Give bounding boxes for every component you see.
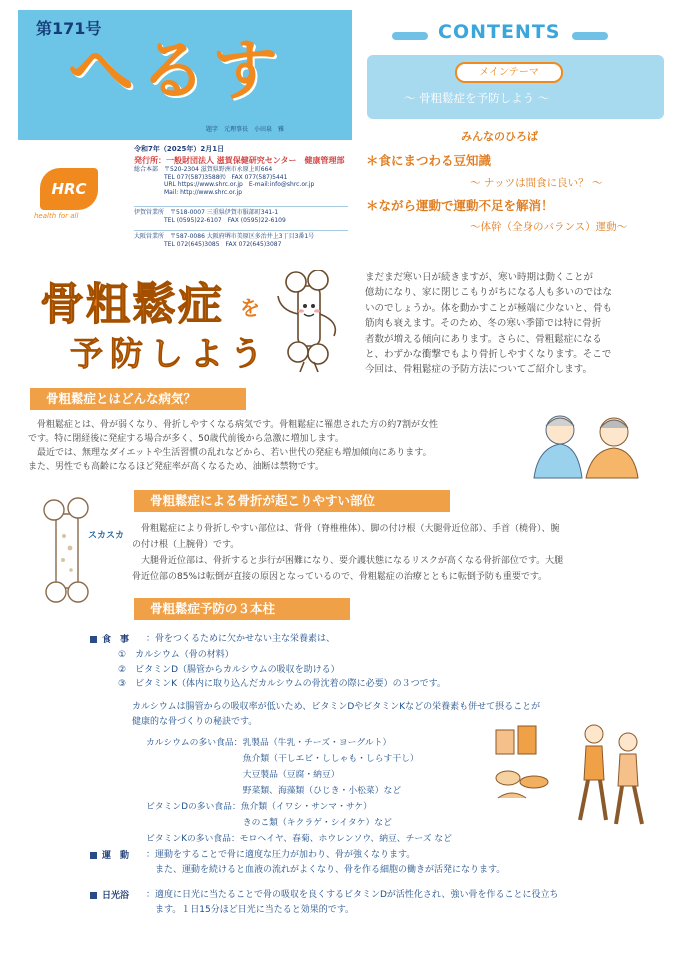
food-line: ビタミンKの多い食品：モロヘイヤ、春菊、ホウレンソウ、納豆、チーズ など xyxy=(146,834,452,844)
intro-line: 億劫になり、家に閉じこもりがちになる人も多いのではな xyxy=(365,287,613,299)
divider xyxy=(134,206,348,207)
bullet-square xyxy=(90,852,97,859)
contents-item-1-sub: ～ ナッツは間食に良い？ ～ xyxy=(470,177,603,189)
main-theme-label: メインテーマ xyxy=(455,62,563,83)
sunbathing-text xyxy=(146,888,558,917)
osaka-office-address xyxy=(134,233,314,248)
body-line: 骨粗鬆症とは、骨が弱くなり、骨折しやすくなる病気です。骨粗鬆症に罹患された方の約7割が女性 xyxy=(28,420,439,430)
food-line: 野菜類、海藻類（ひじき・小松菜）など xyxy=(146,786,402,796)
headline-main: 骨粗鬆症 xyxy=(40,279,224,330)
porous-bone-illustration xyxy=(34,496,126,606)
body-line: また、男性でも高齢になるほど発症率が高くなるため、油断は禁物です。 xyxy=(28,462,324,472)
porous-bone-label: スカスカ xyxy=(88,531,125,541)
intro-line: いのでしょうか。体を動かすことが極端に少ないと、骨も xyxy=(365,302,613,314)
bullet-square xyxy=(90,636,97,643)
exercise-line: また、運動を続けると血液の流れがよくなり、骨を作る細胞の働きが活発になります。 xyxy=(146,864,506,875)
headline-sub: 予防しよう xyxy=(70,334,270,373)
body-line: 大腿骨近位部は、骨折すると歩行が困難になり、要介護状態になるリスクが高くなる骨折部位です。大腿 xyxy=(132,556,564,566)
exercise-label: 運 動 xyxy=(102,851,130,861)
body-line: です。特に閉経後に発症する場合が多く、50歳代前後から急激に増加します。 xyxy=(28,434,344,444)
decor-dash-right xyxy=(572,32,608,40)
food-line: きのこ類（キクラゲ・シイタケ）など xyxy=(146,818,392,828)
contents-item-2[interactable]: ＊ながら運動で運動不足を解消！ xyxy=(366,198,554,213)
section-fracture-sites-body xyxy=(132,521,563,585)
food-list xyxy=(146,735,452,847)
logo-tagline: health for all xyxy=(34,212,79,220)
hrc-logo: HRC xyxy=(40,168,98,210)
newsletter-title: へるす xyxy=(68,32,284,109)
nutrient-item: ② ビタミンD（腸管からカルシウムの吸収を助ける） xyxy=(118,664,340,675)
intro-line: まだまだ寒い日が続きますが、寒い時期は動くことが xyxy=(365,272,594,283)
note-line: カルシウムは腸管からの吸収率が低いため、ビタミンDやビタミンKなどの栄養素も併せて摂ることが xyxy=(132,702,541,712)
body-line: 最近では、無理なダイエットや生活習慣の乱れなどから、若い世代の発症も増加傾向にあります。 xyxy=(28,448,432,458)
main-theme-title: ～ 骨粗鬆症を予防しよう ～ xyxy=(404,91,550,105)
intro-line: 今回は、骨粗鬆症の予防方法についてご紹介します。 xyxy=(365,364,593,376)
decor-dash-left xyxy=(392,32,428,40)
publication-date: 令和7年（2025年）2月1日 xyxy=(134,145,225,153)
body-line: 骨粗鬆症により骨折しやすい部位は、背骨（脊椎椎体）、脚の付け根（大腿骨近位部）、手首（橈骨）、腕 xyxy=(132,524,560,534)
nutrient-item: ① カルシウム（骨の材料） xyxy=(118,650,234,660)
contents-heading: CONTENTS xyxy=(438,21,561,43)
intro-line: 筋肉も衰えます。そのため、冬の寒い季節では特に骨折 xyxy=(365,318,602,330)
intro-line: 者数が増える傾向にあります。さらに、骨粗鬆症になる xyxy=(365,333,602,345)
publisher-name: 発行所：一般財団法人 滋賀保健研究センター 健康管理部 xyxy=(134,156,345,165)
food-line: 魚介類（干しエビ・ししゃも・しらす干し） xyxy=(146,754,419,764)
address-line: TEL (0595)22-6107 FAX (0595)22-6109 xyxy=(134,216,286,224)
food-line: 大豆製品（豆腐・納豆） xyxy=(146,770,340,780)
headline-particle: を xyxy=(240,296,260,320)
exercise-line: ：運動をすることで骨に適度な圧力が加わり、骨が強くなります。 xyxy=(146,850,416,860)
food-line: ビタミンDの多い食品：魚介類（イワシ・サンマ・サケ） xyxy=(146,802,372,812)
diet-note xyxy=(132,700,540,729)
note-line: 健康的な骨づくりの秘訣です。 xyxy=(132,716,258,727)
title-calligraphy-credit: 題字 元理事長 小田泉 雅 xyxy=(206,126,285,133)
divider xyxy=(134,230,348,231)
section-fracture-sites-heading: 骨粗鬆症による骨折が起こりやすい部位 xyxy=(134,490,450,512)
iga-office-address xyxy=(134,209,286,224)
nutrient-list xyxy=(118,648,446,692)
contents-item-1[interactable]: ＊食にまつわる豆知識 xyxy=(366,153,492,168)
address-line: Mail: http://www.shrc.or.jp xyxy=(134,189,243,197)
sunbathing-label: 日光浴 xyxy=(102,891,130,901)
bullet-square xyxy=(90,892,97,899)
address-line: 総合本部 〒520-2304 滋賀県野洲市永原上町664 xyxy=(134,166,273,173)
intro-paragraph xyxy=(365,270,665,378)
intro-line: と、わずかな衝撃でもより骨折しやすくなります。そこで xyxy=(365,349,612,361)
walking-people-illustration xyxy=(566,720,656,830)
diet-intro: ：骨をつくるために欠かせない主な栄養素は、 xyxy=(146,634,336,644)
address-line: 大阪営業所 〒587-0086 大阪府堺市美原区多治井上3丁目3番1号 xyxy=(134,233,315,240)
bone-mascot-illustration xyxy=(274,270,348,374)
sunbathing-line: ：適度に日光に当たることで骨の吸収を良くするビタミンDが活性化され、強い骨を作ることに役立ち xyxy=(146,890,559,900)
address-line: TEL 077(587)3588㈹ FAX 077(587)5441 xyxy=(134,173,288,181)
address-line: 伊賀営業所 〒518-0007 三重県伊賀市服部町341-1 xyxy=(134,209,279,216)
food-illustration xyxy=(488,722,562,808)
elderly-women-illustration xyxy=(526,398,646,480)
body-line: 骨近位部の85%は転倒が直接の原因となっているので、骨粗鬆症の治療とともに転倒予防も重要です。 xyxy=(132,572,548,582)
section-three-pillars-heading: 骨粗鬆症予防の３本柱 xyxy=(134,598,350,620)
sunbathing-line: ます。１日15分ほど日光に当たると効果的です。 xyxy=(146,904,355,915)
exercise-text xyxy=(146,848,505,877)
headquarters-address xyxy=(134,166,314,197)
diet-label: 食 事 xyxy=(102,635,130,645)
issue-number: 第171号 xyxy=(36,19,102,38)
address-line: TEL 072(645)3085 FAX 072(645)3087 xyxy=(134,240,282,248)
section-what-is-osteoporosis-body xyxy=(28,418,438,474)
nutrient-item: ③ ビタミンK（体内に取り込んだカルシウムの骨沈着の際に必要）の３つです。 xyxy=(118,679,446,689)
section-what-is-osteoporosis-heading: 骨粗鬆症とはどんな病気？ xyxy=(30,388,246,410)
body-line: の付け根（上腕骨）です。 xyxy=(132,540,240,550)
food-line: カルシウムの多い食品：乳製品（牛乳・チーズ・ヨーグルト） xyxy=(146,738,392,748)
address-line: URL https://www.shrc.or.jp E-mail:info@shrc.or.jp xyxy=(134,181,315,189)
plaza-label: みんなのひろば xyxy=(461,130,538,143)
contents-item-2-sub: ～体幹（全身のバランス）運動～ xyxy=(470,221,628,233)
